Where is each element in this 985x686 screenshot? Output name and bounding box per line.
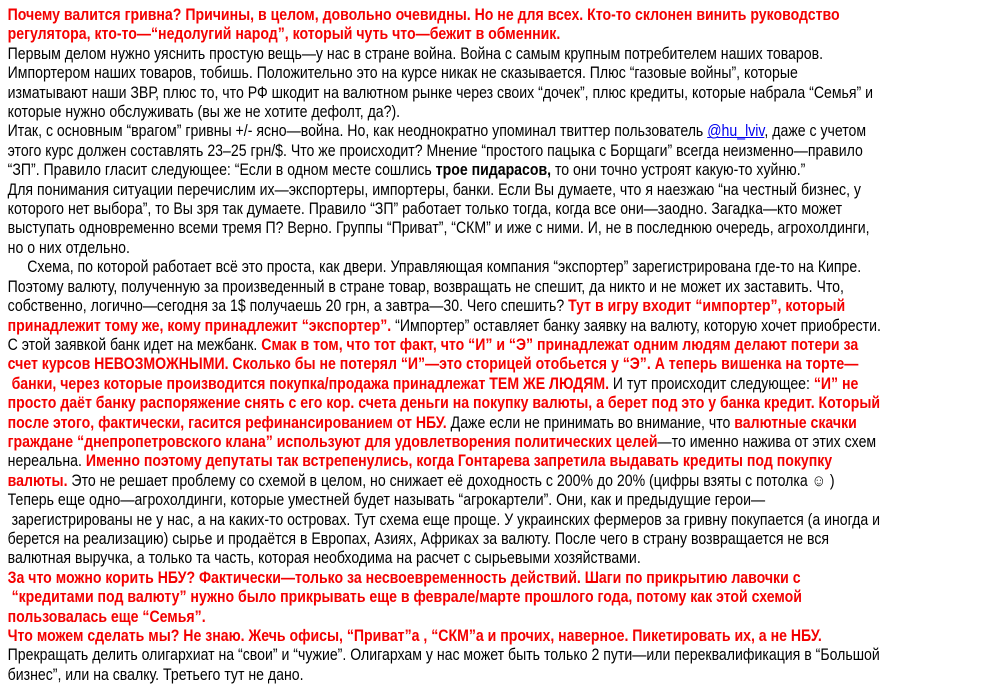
article-line bbox=[8, 238, 985, 257]
article-line bbox=[8, 510, 985, 529]
text-segment: Для понимания ситуации перечислим их—экспортеры, импортеры, банки. Если Вы думаете, что я наезжаю “на честный бизнес, у bbox=[7, 179, 861, 199]
text-segment: Схема, по которой работает всё это проста, как двери. Управляющая компания “экспортер” зарегистрирована где-то на Кипре. bbox=[7, 257, 862, 277]
text-segment: банки, через которые производится покупка/продажа принадлежат ТЕМ ЖЕ ЛЮДЯМ. bbox=[7, 373, 610, 393]
text-segment: после этого, фактически, гасится рефинансированием от НБУ. bbox=[7, 412, 447, 432]
text-segment: “ЗП”. Правило гласит следующее: “Если в одном месте сошлись bbox=[7, 160, 436, 180]
text-segment: Почему валится гривна? Причины, в целом, довольно очевидны. Но не для всех. Кто-то склонен винить руководство bbox=[7, 5, 840, 24]
text-segment: “кредитами под валюту” нужно было прикрывать еще в феврале/марте прошлого года, потому как этой схемой bbox=[7, 587, 802, 607]
text-segment: “Импортер” оставляет банку заявку на валюту, которую хочет приобрести. bbox=[391, 315, 881, 335]
text-segment: валютные скачки bbox=[734, 412, 857, 432]
text-segment: граждане “днепропетровского клана” используют для удовлетворения политических целей bbox=[7, 431, 658, 451]
text-segment: Прекращать делить олигархиат на “свои” и “чужие”. Олигархам у нас может быть только 2 пути—или переквалификация в “Большой bbox=[7, 645, 880, 665]
text-segment: изматывают наши ЗВР, плюс то, что РФ шкодит на валютном рынке через своих “дочек”, плюс кредиты, которые набрала “Семья” и bbox=[7, 82, 874, 102]
text-segment: валютная выручка, а только та часть, которая необходима на расчет с сырьевыми хозяйствами. bbox=[7, 548, 641, 568]
article-line bbox=[8, 83, 985, 102]
article-line bbox=[8, 529, 985, 548]
text-segment: то они точно устроят какую-то хуйню.” bbox=[551, 160, 806, 180]
article-line bbox=[8, 102, 985, 121]
article-line bbox=[8, 568, 985, 587]
article-line bbox=[8, 393, 985, 412]
text-segment: Смак в том, что тот факт, что “И” и “Э” принадлежат одним людям делают потери за bbox=[261, 334, 859, 354]
article-line bbox=[8, 277, 985, 296]
text-segment: С этой заявкой банк идет на межбанк. bbox=[7, 334, 262, 354]
text-segment: счет курсов НЕВОЗМОЖНЫМИ. Сколько бы не потерял “И”—это сторицей отобьется у “Э”. А теперь вишенка на торте— bbox=[7, 354, 859, 374]
text-segment: которого нет выбора”, то Вы зря так думаете. Правило “ЗП” работает только тогда, когда все они—заодно. Загадка—кто может bbox=[7, 199, 843, 219]
text-segment: принадлежит тому же, кому принадлежит “экспортер”. bbox=[7, 315, 392, 335]
text-segment: Поэтому валюту, полученную за произведенный в стране товар, возвращать не спешит, да никто и не может их заставить. Что, bbox=[7, 276, 844, 296]
text-segment: И тут происходит следующее: bbox=[609, 373, 814, 393]
text-segment: регулятора, кто-то—“недолугий народ”, который чуть что—бежит в обменник. bbox=[7, 24, 561, 44]
text-segment: которые нужно обслуживать (вы же не хотите дефолт, да?). bbox=[7, 102, 401, 122]
text-segment: этого курс должен составлять 23–25 грн/$. Что же происходит? Мнение “простого пацыка с Борщаги” всегда неизменно—правило bbox=[7, 140, 863, 160]
article-line bbox=[8, 335, 985, 354]
article-line bbox=[8, 218, 985, 237]
text-segment: Первым делом нужно уяснить простую вещь—у нас в стране война. Война с самым крупным потребителем наших товаров. bbox=[7, 43, 824, 63]
article-line bbox=[8, 587, 985, 606]
article-line bbox=[8, 451, 985, 470]
text-segment: но о них отдельно. bbox=[7, 237, 130, 257]
text-segment: Теперь еще одно—агрохолдинги, которые уместней будет называть “агрокартели”. Они, как и предыдущие герои— bbox=[7, 490, 766, 510]
article-line bbox=[8, 141, 985, 160]
text-segment: выступать одновременно всеми тремя П? Верно. Группы “Приват”, “СКМ” и иже с ними. И, не в последнюю очередь, агрохолдинги, bbox=[7, 218, 870, 238]
article-line bbox=[8, 548, 985, 567]
text-segment: зарегистрированы не у нас, а на каких-то островах. Тут схема еще проще. У украинских фермеров за гривну покупается (а иногда и bbox=[7, 509, 881, 529]
article-line bbox=[8, 354, 985, 373]
text-segment: Импортером наших товаров, тобишь. Положительно это на курсе никак не сказывается. Плюс “газовые войны”, которые bbox=[7, 63, 798, 83]
article-line bbox=[8, 63, 985, 82]
text-segment: , даже с учетом bbox=[764, 121, 867, 141]
text-segment: Итак, с основным “врагом” гривны +/- ясно—война. Но, как неоднократно упоминал твиттер пользователь bbox=[7, 121, 708, 141]
text-segment: трое пидарасов, bbox=[435, 160, 552, 180]
text-segment: —то именно нажива от этих схем bbox=[657, 431, 877, 451]
article-line bbox=[8, 296, 985, 315]
article-line bbox=[8, 5, 985, 24]
article-line bbox=[8, 257, 985, 276]
text-segment: берется на реализацию) сырье и продаётся в Европах, Азиях, Африках за валюту. После чего в страну возвращается не вся bbox=[7, 528, 830, 548]
text-segment: собственно, логично—сегодня за 1$ получаешь 20 грн, а завтра—30. Чего спешить? bbox=[7, 296, 569, 316]
article-line bbox=[8, 374, 985, 393]
twitter-user-link[interactable]: @hu_lviv bbox=[707, 121, 765, 141]
article-line bbox=[8, 645, 985, 664]
text-segment: Тут в игру входит “импортер”, который bbox=[568, 296, 846, 316]
text-segment: Это не решает проблему со схемой в целом, но снижает её доходность с 200% до 20% (цифры взяты с потолка ☺ ) bbox=[67, 470, 835, 490]
article-line bbox=[8, 413, 985, 432]
text-segment: валюты. bbox=[7, 470, 68, 490]
article-line bbox=[8, 665, 985, 684]
text-segment: Именно поэтому депутаты так встрепенулись, когда Гонтарева запретила выдавать кредиты под покупку bbox=[85, 451, 833, 471]
text-segment: “И” не bbox=[813, 373, 859, 393]
article-line bbox=[8, 121, 985, 140]
text-segment: бизнес”, или на свалку. Третьего тут не дано. bbox=[7, 664, 304, 684]
article-line bbox=[8, 471, 985, 490]
text-segment: За что можно корить НБУ? Фактически—только за несвоевременность действий. Шаги по прикрытию лавочки с bbox=[7, 567, 801, 587]
article-line bbox=[8, 607, 985, 626]
text-segment: Что можем сделать мы? Не знаю. Жечь офисы, “Приват”а , “СКМ”а и прочих, наверное. Пикетировать их, а не НБУ. bbox=[7, 626, 822, 645]
article-line bbox=[8, 490, 985, 509]
text-segment: нереальна. bbox=[7, 451, 86, 471]
text-segment: просто даёт банку распоряжение снять с его кор. счета деньги на покупку валюты, а берет под это у банка кредит. Который bbox=[7, 393, 881, 413]
article-line bbox=[8, 432, 985, 451]
article-line bbox=[8, 180, 985, 199]
article-line bbox=[8, 316, 985, 335]
text-segment: Даже если не принимать во внимание, что bbox=[446, 412, 735, 432]
text-segment: пользовалась еще “Семья”. bbox=[7, 606, 206, 626]
article-line bbox=[8, 44, 985, 63]
article-line bbox=[8, 199, 985, 218]
article-line bbox=[8, 626, 985, 645]
article-line bbox=[8, 24, 985, 43]
article-line bbox=[8, 160, 985, 179]
